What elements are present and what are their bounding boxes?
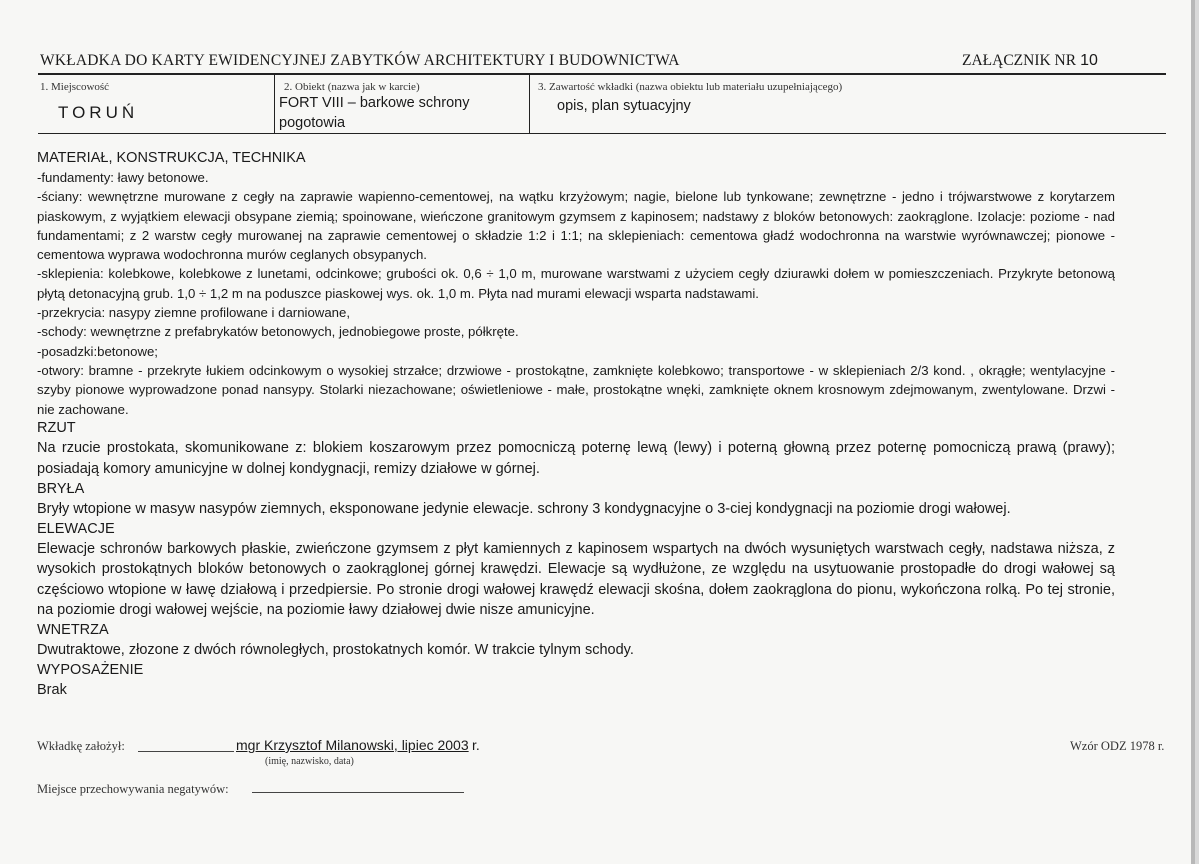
material-line: -przekrycia: nasypy ziemne profilowane i darniowane, (37, 305, 350, 321)
material-line: -posadzki:betonowe; (37, 343, 158, 359)
elewacje-heading: ELEWACJE (37, 520, 115, 537)
material-heading: MATERIAŁ, KONSTRUKCJA, TECHNIKA (37, 150, 306, 166)
annex-label-text: ZAŁĄCZNIK NR (962, 52, 1077, 69)
author-value: mgr Krzysztof Milanowski, lipiec 2003 (236, 737, 469, 753)
header-rule-bottom (38, 133, 1166, 134)
model-label: Wzór ODZ 1978 r. (1070, 739, 1165, 753)
description-body (37, 149, 1115, 701)
annex-number: 10 (1080, 52, 1098, 69)
wnetrza-text: Dwutraktowe, złozone z dwóch równoległych, prostokatnych komór. W trakcie tylnym schody. (37, 641, 634, 658)
material-line: -sklepienia: kolebkowe, kolebkowe z lunetami, odcinkowe; grubości ok. 0,6 ÷ 1,0 m, murowane warstwami z użyciem cegły dziurawki dołem w pomieszczeniach. Przykryte betonową płytą detonacyjną grub. 1,0 ÷ 1,2 m na poduszce piaskowej wys. ok. 1,0 m. Płyta nad murami elewacji wsparta nadstawami. (37, 266, 1115, 301)
negatives-line (252, 792, 464, 793)
elewacje-text: Elewacje schronów barkowych płaskie, zwieńczone gzymsem z płyt kamiennych z kapinosem wspartych na dwóch wysuniętych warstwach cegły, nadstawa niższa, z wysokich prostokątnych bloków betonowych o zaokrąglonej górnej krawędzi. Elewacje są wydłużone, ze względu na usytuowanie prostopadłe do drogi wałowej są częściowo wtopione w ławę działową i przedpiersie. Po stronie drogi wałowej krawędź elewacji skośna, dołem zaokrąglona do pionu, wykończona rolką. Po tej stronie, na poziomie drogi wałowej wejście, na poziomie ławy działowej dwie nisze amunicyjne. (37, 540, 1115, 619)
negatives-label: Miejsce przechowywania negatywów: (37, 782, 229, 796)
author-line (138, 751, 234, 752)
header-divider-1 (274, 74, 275, 133)
city-label: 1. Miejscowość (40, 81, 110, 93)
city-value: TORUŃ (58, 103, 139, 122)
wyposazenie-heading: WYPOSAŻENIE (37, 661, 144, 678)
rzut-heading: RZUT (37, 419, 76, 436)
wyposazenie-text: Brak (37, 681, 67, 698)
rzut-text: Na rzucie prostokata, skomunikowane z: blokiem koszarowym przez pomocniczą poternę lewą (lewy) i poterną głowną przez poternę pomocniczą prawą (prawy); posiadają komory amunicyjne w dolnej kondygnacji, remizy działowe w górnej. (37, 439, 1115, 477)
bryla-heading: BRYŁA (37, 480, 85, 497)
annex-label (962, 52, 1098, 70)
material-line: -fundamenty: ławy betonowe. (37, 170, 209, 185)
material-line: -schody: wewnętrzne z prefabrykatów betonowych, jednobiegowe proste, półkręte. (37, 324, 519, 340)
header-rule-top (38, 73, 1166, 75)
material-line: -otwory: bramne - przekryte łukiem odcinkowym o wysokiej strzałce; drzwiowe - prostokątne, zamknięte kolebkowo; transportowe - w sklepieniach 2/3 kond. , okrągłe; wentylacyjne - szyby pionowe wyprowadzone ponad nansypy. Stolarki niezachowane; oświetleniowe - małe, prostokątne wnęki, zamknięte oknem krosnowym zdejmowanym, zwentylowane. Drzwi - nie zachowane. (37, 362, 1115, 417)
object-label: 2. Obiekt (nazwa jak w karcie) (284, 81, 420, 93)
author-suffix: r. (472, 737, 480, 753)
card-edge (1191, 0, 1195, 864)
bryla-text: Bryły wtopione w masyw nasypów ziemnych, eksponowane jedynie elewacje. schrony 3 kondygnacyjne o 3-ciej kondygnacji na poziomie drogi wałowej. (37, 500, 1011, 517)
material-line: -ściany: wewnętrzne murowane z cegły na zaprawie wapienno-cementowej, na wątku krzyżowym; nagie, bielone lub tynkowane; zewnętrzne - jedno i trójwarstwowe z korytarzem piaskowym, z wyjątkiem elewacji obsypane ziemią; spoinowane, wieńczone granitowym gzymsem z kapinosem; nadstawy z bloków betonowych: zaokrąglone. Izolacje: poziome - nad fundamentami; z 2 warstw cegły murowanej na zaprawie cementowej o składzie 1:2 i 1:1; na sklepieniach: cementowa gładź wodochronna na warstwie wyrównawczej; pionowe - cementowa wyprawa wodochronna murów ceglanych obsypanych. (37, 189, 1115, 263)
content-label: 3. Zawartość wkładki (nazwa obiektu lub materiału uzupełniającego) (538, 81, 843, 93)
content-value: opis, plan sytuacyjny (557, 98, 691, 114)
wnetrza-heading: WNETRZA (37, 621, 109, 638)
card-title: WKŁADKA DO KARTY EWIDENCYJNEJ ZABYTKÓW ARCHITEKTURY I BUDOWNICTWA (40, 52, 680, 69)
header-divider-2 (529, 74, 530, 133)
author-hint: (imię, nazwisko, data) (265, 756, 354, 767)
object-value: FORT VIII – barkowe schrony pogotowia (279, 95, 470, 131)
author-label: Wkładkę założył: (37, 739, 125, 753)
